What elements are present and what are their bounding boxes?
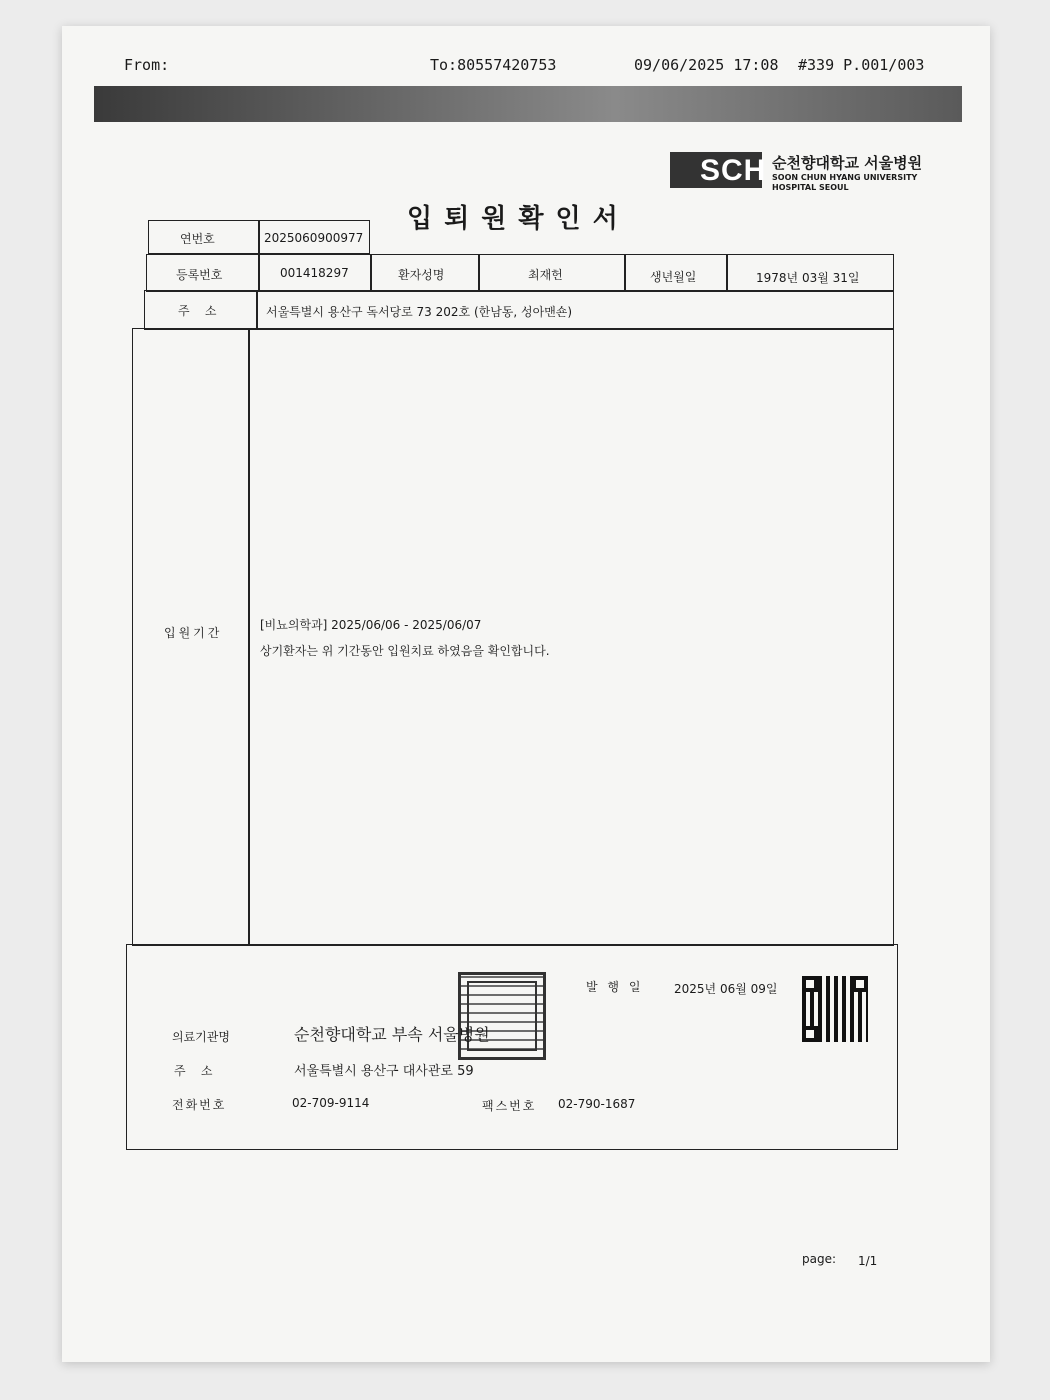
patient-value: 최재헌	[528, 268, 563, 282]
divider	[624, 254, 626, 292]
qr-finder	[852, 976, 868, 992]
logo-name-en-1: SOON CHUN HYANG UNIVERSITY	[772, 173, 918, 182]
institution-name: 순천향대학교 부속 서울병원	[294, 1025, 490, 1044]
qr-code-icon	[802, 976, 868, 1042]
admission-period: [비뇨의학과] 2025/06/06 - 2025/06/07	[260, 618, 482, 632]
footer-address: 서울특별시 용산구 대사관로 59	[294, 1064, 474, 1079]
reg-label: 등록번호	[176, 268, 223, 282]
institution-label: 의료기관명	[172, 1030, 230, 1044]
qr-finder	[802, 976, 818, 992]
serial-value: 2025060900977	[264, 231, 364, 245]
patient-label: 환자성명	[398, 268, 445, 282]
divider	[248, 328, 250, 946]
divider	[258, 220, 260, 254]
logo-text	[772, 152, 922, 193]
fax-from: From:	[124, 56, 170, 74]
document-title: 입퇴원확인서	[407, 204, 630, 234]
dob-value: 1978년 03월 31일	[756, 271, 860, 285]
tel-label: 전화번호	[172, 1098, 227, 1112]
issue-label: 발 행 일	[586, 980, 644, 994]
divider	[256, 290, 258, 330]
footer-address-label: 주 소	[174, 1064, 213, 1078]
issue-date: 2025년 06월 09일	[674, 982, 778, 996]
fax-header	[62, 56, 990, 80]
fax-header-bar	[94, 86, 962, 122]
fax-page-ref: #339 P.001/003	[798, 56, 925, 74]
qr-finder	[802, 1026, 818, 1042]
divider	[726, 254, 728, 292]
divider	[258, 254, 260, 292]
logo-mark: SCH	[700, 154, 767, 187]
fax-to: To:80557420753	[430, 56, 557, 74]
page-number: 1/1	[858, 1254, 878, 1268]
fax-value: 02-790-1687	[558, 1097, 636, 1111]
logo-name-en-2: HOSPITAL SEOUL	[772, 183, 849, 192]
address-value: 서울특별시 용산구 독서당로 73 202호 (한남동, 성아맨숀)	[266, 305, 573, 319]
divider	[370, 254, 372, 292]
tel-value: 02-709-9114	[292, 1096, 370, 1110]
hospital-seal-icon	[458, 972, 546, 1060]
fax-label: 팩스번호	[482, 1099, 537, 1113]
divider	[478, 254, 480, 292]
reg-value: 001418297	[280, 266, 349, 280]
logo-name-ko: 순천향대학교 서울병원	[772, 154, 923, 172]
serial-label: 연번호	[180, 232, 215, 246]
admission-box	[132, 328, 894, 946]
dob-label: 생년월일	[650, 270, 697, 284]
fax-datetime: 09/06/2025 17:08	[634, 56, 779, 74]
address-label: 주 소	[178, 304, 217, 318]
page-number-label: page:	[802, 1252, 837, 1266]
admission-statement: 상기환자는 위 기간동안 입원치료 하였음을 확인합니다.	[260, 644, 550, 658]
admission-label: 입원기간	[164, 626, 223, 640]
document-paper	[62, 26, 990, 1362]
